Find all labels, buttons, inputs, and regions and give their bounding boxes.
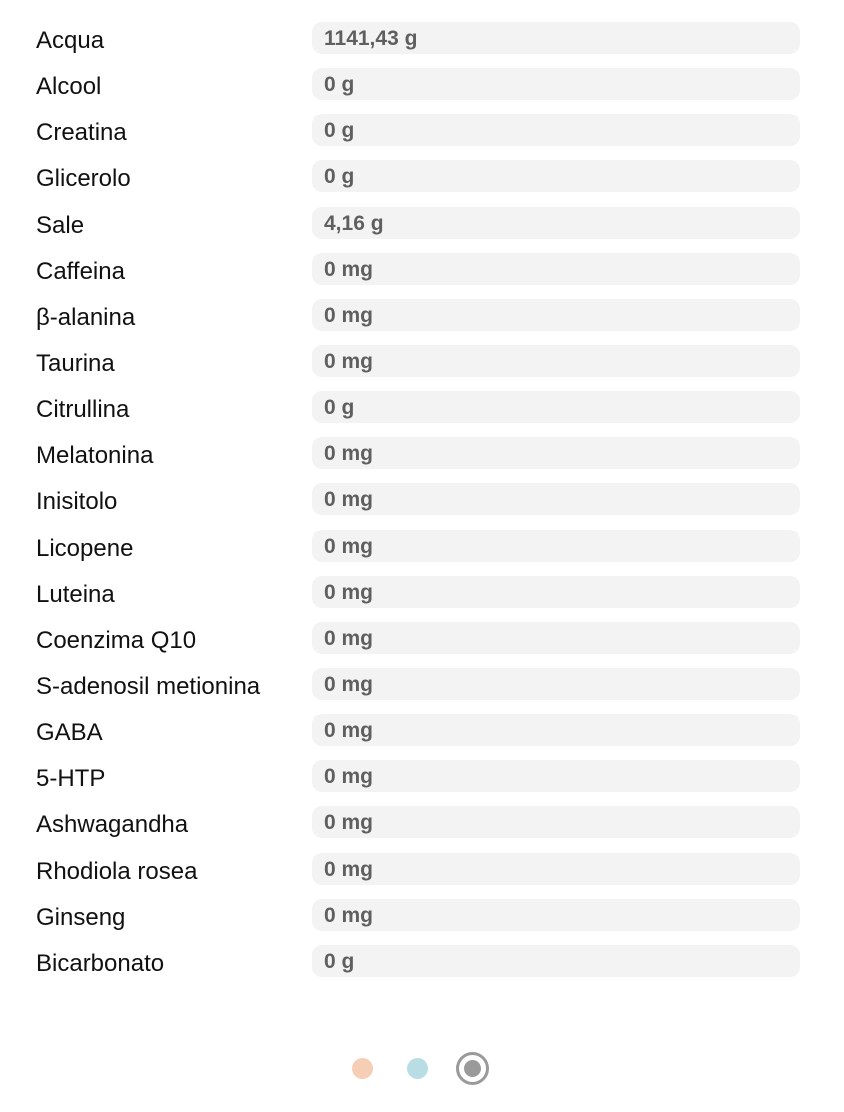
nutrient-label: Creatina bbox=[36, 119, 127, 147]
nutrient-label: GABA bbox=[36, 719, 103, 747]
nutrient-value: 0 mg bbox=[312, 899, 800, 931]
nutrient-value: 0 mg bbox=[312, 806, 800, 838]
nutrient-row-glicerolo bbox=[0, 159, 844, 205]
nutrient-value: 0 g bbox=[312, 391, 800, 423]
nutrient-row-taurina bbox=[0, 344, 844, 390]
nutrient-row-rhodiola-rosea bbox=[0, 852, 844, 898]
nutrient-label: Acqua bbox=[36, 27, 105, 54]
nutrient-row-ashwagandha bbox=[0, 805, 844, 851]
nutrient-row-caffeina bbox=[0, 252, 844, 298]
nutrient-value: 0 g bbox=[312, 68, 800, 100]
nutrient-row-acqua bbox=[0, 21, 844, 67]
nutrient-label: 5-HTP bbox=[36, 765, 106, 793]
nutrient-label: Ginseng bbox=[36, 903, 126, 931]
nutrient-value: 0 g bbox=[312, 160, 800, 192]
nutrient-row-citrullina bbox=[0, 390, 844, 436]
nutrient-value: 0 g bbox=[312, 114, 800, 146]
nutrient-value: 0 mg bbox=[312, 253, 800, 285]
nutrient-value: 0 mg bbox=[312, 760, 800, 792]
nutrient-label: Inisitolo bbox=[36, 488, 118, 516]
nutrient-row-alcool bbox=[0, 67, 844, 113]
nutrient-value: 0 mg bbox=[312, 576, 800, 608]
nutrient-value: 0 mg bbox=[312, 714, 800, 746]
nutrient-label: Coenzima Q10 bbox=[36, 626, 197, 654]
nutrient-label: Rhodiola rosea bbox=[36, 857, 198, 885]
nutrient-row-bicarbonato bbox=[0, 944, 844, 990]
nutrient-row-licopene bbox=[0, 529, 844, 575]
nutrient-row-ginseng bbox=[0, 898, 844, 944]
page-dot-1[interactable] bbox=[352, 1058, 373, 1079]
nutrient-value: 0 mg bbox=[312, 530, 800, 562]
nutrient-row-luteina bbox=[0, 575, 844, 621]
nutrient-row-sale bbox=[0, 206, 844, 252]
nutrient-row-5-htp bbox=[0, 759, 844, 805]
nutrient-value: 0 mg bbox=[312, 345, 800, 377]
page-dot-current[interactable] bbox=[456, 1052, 489, 1085]
nutrient-label: Luteina bbox=[36, 580, 115, 608]
nutrient-row-inisitolo bbox=[0, 482, 844, 528]
nutrient-label: Ashwagandha bbox=[36, 811, 189, 839]
nutrient-label: Bicarbonato bbox=[36, 949, 165, 977]
current-page-marker bbox=[464, 1060, 481, 1077]
nutrient-value: 0 mg bbox=[312, 622, 800, 654]
nutrient-value: 0 mg bbox=[312, 668, 800, 700]
nutrient-value: 0 mg bbox=[312, 853, 800, 885]
nutrient-label: Caffeina bbox=[36, 257, 125, 285]
nutrient-label: Citrullina bbox=[36, 396, 130, 424]
nutrient-label: Melatonina bbox=[36, 442, 154, 470]
nutrient-list bbox=[0, 21, 844, 990]
nutrient-value: 0 mg bbox=[312, 483, 800, 515]
page-dot-2[interactable] bbox=[407, 1058, 428, 1079]
nutrient-row-melatonina bbox=[0, 436, 844, 482]
nutrient-row-creatina bbox=[0, 113, 844, 159]
nutrient-label: Taurina bbox=[36, 349, 115, 377]
nutrient-label: Licopene bbox=[36, 534, 134, 562]
nutrient-label: β-alanina bbox=[36, 303, 136, 331]
nutrient-value: 0 mg bbox=[312, 437, 800, 469]
nutrient-value: 0 g bbox=[312, 945, 800, 977]
nutrient-value: 1141,43 g bbox=[312, 22, 800, 54]
nutrient-label: Sale bbox=[36, 211, 85, 239]
nutrient-value: 4,16 g bbox=[312, 207, 800, 239]
nutrient-label: Glicerolo bbox=[36, 165, 131, 193]
page-indicator bbox=[0, 1052, 844, 1086]
nutrient-value: 0 mg bbox=[312, 299, 800, 331]
nutrient-label: S-adenosil metionina bbox=[36, 672, 261, 700]
nutrient-row-coenzima-q10 bbox=[0, 621, 844, 667]
nutrient-row-gaba bbox=[0, 713, 844, 759]
nutrient-row-s-adenosil-metionina bbox=[0, 667, 844, 713]
nutrient-row-beta-alanina bbox=[0, 298, 844, 344]
nutrient-label: Alcool bbox=[36, 73, 102, 101]
